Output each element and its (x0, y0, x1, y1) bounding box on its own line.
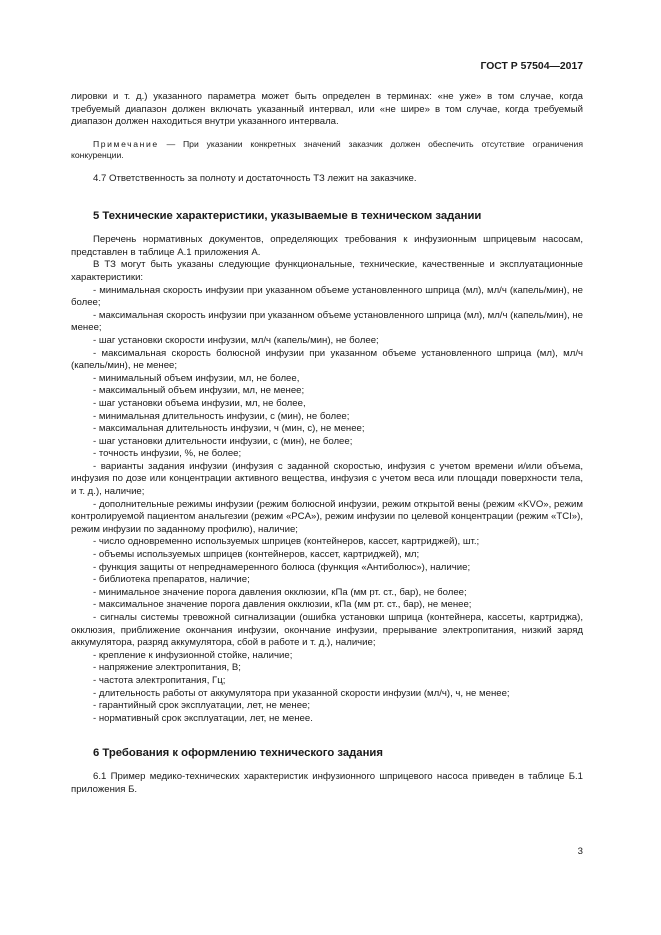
list-item: - шаг установки объема инфузии, мл, не более, (93, 397, 306, 409)
list-item: - минимальный объем инфузии, мл, не более, (93, 372, 300, 384)
section-5-paragraph-2: В ТЗ могут быть указаны следующие функциональные, технические, качественные и эксплуатационные характеристики: (71, 259, 583, 283)
note-text: — При указании конкретных значений заказчик должен обеспечить отсутствие ограничения конкуренции. (71, 138, 583, 161)
section-5-heading: 5 Технические характеристики, указываемые в техническом задании (93, 210, 482, 223)
list-item: - объемы используемых шприцев (контейнеров, кассет, картриджей), мл; (93, 549, 420, 561)
note-label: Примечание (93, 138, 159, 149)
list-item: - максимальный объем инфузии, мл, не менее; (93, 385, 305, 397)
section-6-paragraph-1: 6.1 Пример медико-технических характеристик инфузионного шприцевого насоса приведен в таблице Б.1 приложения Б. (71, 771, 583, 795)
clause-4-7: 4.7 Ответственность за полноту и достаточность ТЗ лежит на заказчике. (93, 172, 417, 184)
list-item: - функция защиты от непреднамеренного болюса (функция «Антиболюс»), наличие; (93, 561, 471, 573)
list-item: - дополнительные режимы инфузии (режим болюсной инфузии, режим открытой вены (режим «KVO», режим контролируемой пациентом анальгезии (режим «PCA»), режим инфузии по целевой концентрации (режим «TCI»), режим инфузии по заданному профилю), наличие; (71, 498, 583, 535)
list-item: - библиотека препаратов, наличие; (93, 574, 250, 586)
list-item: - нормативный срок эксплуатации, лет, не менее. (93, 712, 313, 724)
list-item: - сигналы системы тревожной сигнализации (ошибка установки шприца (контейнера, кассеты, картриджа), окклюзия, приближение окончания инфузии, окончание инфузии, прерывание электропитания, низкий заряд аккумулятора, разряд аккумулятора, сбой в работе и т. д.), наличие; (71, 612, 583, 649)
continuation-paragraph: лировки и т. д.) указанного параметра может быть определен в терминах: «не уже» в том случае, когда требуемый диапазон должен включать указанный интервал, или «не шире» в том случае, когда требуемый диапазон должен находиться внутри указанного интервала. (71, 91, 583, 128)
document-body (71, 91, 583, 797)
page-number: 3 (577, 846, 583, 857)
list-item: - максимальное значение порога давления окклюзии, кПа (мм рт. ст., бар), не менее; (93, 599, 472, 611)
list-item: - максимальная длительность инфузии, ч (мин, с), не менее; (93, 423, 365, 435)
list-item: - шаг установки длительности инфузии, с (мин), не более; (93, 435, 353, 447)
list-item: - точность инфузии, %, не более; (93, 448, 242, 460)
list-item: - минимальная скорость инфузии при указанном объеме установленного шприца (мл), мл/ч (капель/мин), не более; (71, 284, 583, 309)
note-paragraph (71, 139, 583, 162)
list-item: - шаг установки скорости инфузии, мл/ч (капель/мин), не более; (93, 334, 379, 346)
list-item: - минимальная длительность инфузии, с (мин), не более; (93, 410, 350, 422)
list-item: - частота электропитания, Гц; (93, 674, 226, 686)
list-item: - число одновременно используемых шприцев (контейнеров, кассет, картриджей), шт.; (93, 536, 480, 548)
section-5-paragraph-1: Перечень нормативных документов, определяющих требования к инфузионным шприцевым насосам, представлен в таблице А.1 приложения А. (71, 234, 583, 258)
document-code: ГОСТ Р 57504—2017 (480, 61, 583, 72)
list-item: - длительность работы от аккумулятора при указанной скорости инфузии (мл/ч), ч, не менее; (93, 687, 510, 699)
characteristics-list (71, 285, 583, 726)
list-item: - максимальная скорость болюсной инфузии при указанном объеме установленного шприца (мл), мл/ч (капель/мин), не менее; (71, 347, 583, 372)
list-item: - минимальное значение порога давления окклюзии, кПа (мм рт. ст., бар), не более; (93, 586, 467, 598)
list-item: - максимальная скорость инфузии при указанном объеме установленного шприца (мл), мл/ч (капель/мин), не менее; (71, 309, 583, 334)
list-item: - варианты задания инфузии (инфузия с заданной скоростью, инфузия с учетом времени и/или объема, инфузия по дозе или концентрации активного вещества, инфузия с учетом веса или площади поверхности тела, и т. д.), наличие; (71, 460, 583, 498)
list-item: - напряжение электропитания, В; (93, 662, 241, 674)
section-6-heading: 6 Требования к оформлению технического задания (93, 747, 383, 760)
list-item: - гарантийный срок эксплуатации, лет, не менее; (93, 700, 311, 712)
list-item: - крепление к инфузионной стойке, наличие; (93, 649, 293, 661)
